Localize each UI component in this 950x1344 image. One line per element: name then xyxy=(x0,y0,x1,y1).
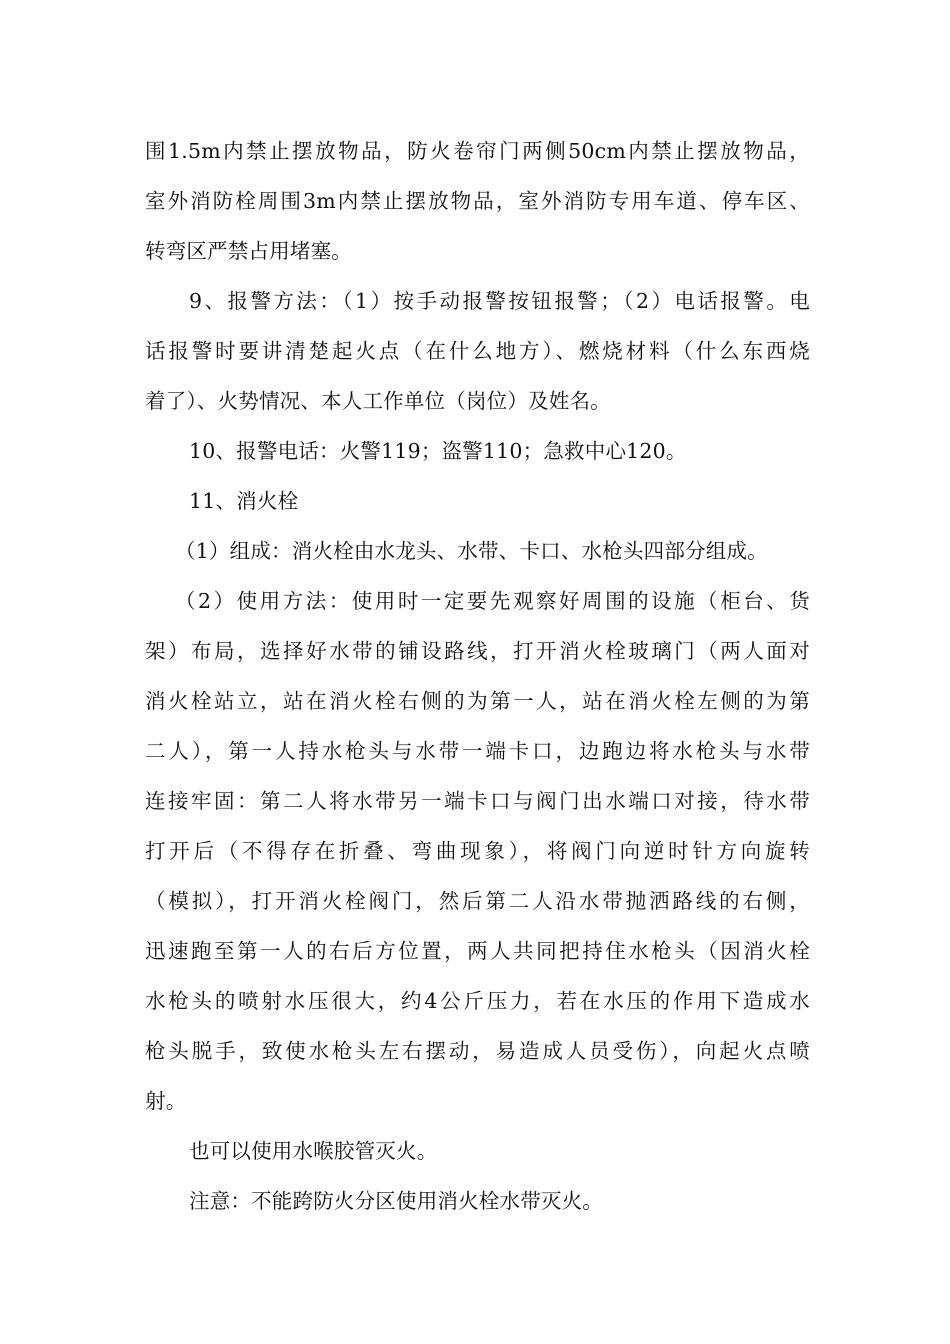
text-line: 围1.5m内禁止摆放物品，防火卷帘门两侧50cm内禁止摆放物品， xyxy=(145,139,810,163)
text-line: 迅速跑至第一人的右后方位置，两人共同把持住水枪头（因消火栓 xyxy=(145,939,810,963)
text-line: （模拟），打开消火栓阀门，然后第二人沿水带抛洒路线的右侧， xyxy=(145,889,810,913)
text-line: 枪头脱手，致使水枪头左右摆动，易造成人员受伤），向起火点喷 xyxy=(145,1039,810,1063)
text-line: 话报警时要讲清楚起火点（在什么地方）、燃烧材料（什么东西烧 xyxy=(145,339,810,363)
text-line: 架）布局，选择好水带的铺设路线，打开消火栓玻璃门（两人面对 xyxy=(145,639,810,663)
section-heading: 11、消火栓 xyxy=(189,489,299,513)
text-line: （1）组成：消火栓由水龙头、水带、卡口、水枪头四部分组成。 xyxy=(175,539,768,563)
note-line: 注意：不能跨防火分区使用消火栓水带灭火。 xyxy=(189,1189,603,1213)
text-line: 消火栓站立，站在消火栓右侧的为第一人，站在消火栓左侧的为第 xyxy=(145,689,810,713)
text-line: 二人），第一人持水枪头与水带一端卡口，边跑边将水枪头与水带 xyxy=(145,739,810,763)
text-line: 也可以使用水喉胶管灭火。 xyxy=(189,1139,438,1163)
text-line: 室外消防栓周围3m内禁止摆放物品，室外消防专用车道、停车区、 xyxy=(145,189,810,213)
text-line: （2）使用方法：使用时一定要先观察好周围的设施（柜台、货 xyxy=(175,589,810,613)
text-line: 水枪头的喷射水压很大，约4公斤压力，若在水压的作用下造成水 xyxy=(145,989,810,1013)
text-line: 射。 xyxy=(145,1089,187,1113)
text-line: 转弯区严禁占用堵塞。 xyxy=(145,239,352,263)
document-body xyxy=(145,126,810,1226)
text-line: 连接牢固：第二人将水带另一端卡口与阀门出水端口对接，待水带 xyxy=(145,789,810,813)
text-line: 打开后（不得存在折叠、弯曲现象），将阀门向逆时针方向旋转 xyxy=(145,839,810,863)
text-line: 10、报警电话：火警119；盗警110；急救中心120。 xyxy=(189,439,687,463)
text-line: 9、报警方法：（1）按手动报警按钮报警；（2）电话报警。电 xyxy=(189,289,810,313)
text-line: 着了）、火势情况、本人工作单位（岗位）及姓名。 xyxy=(145,389,611,413)
